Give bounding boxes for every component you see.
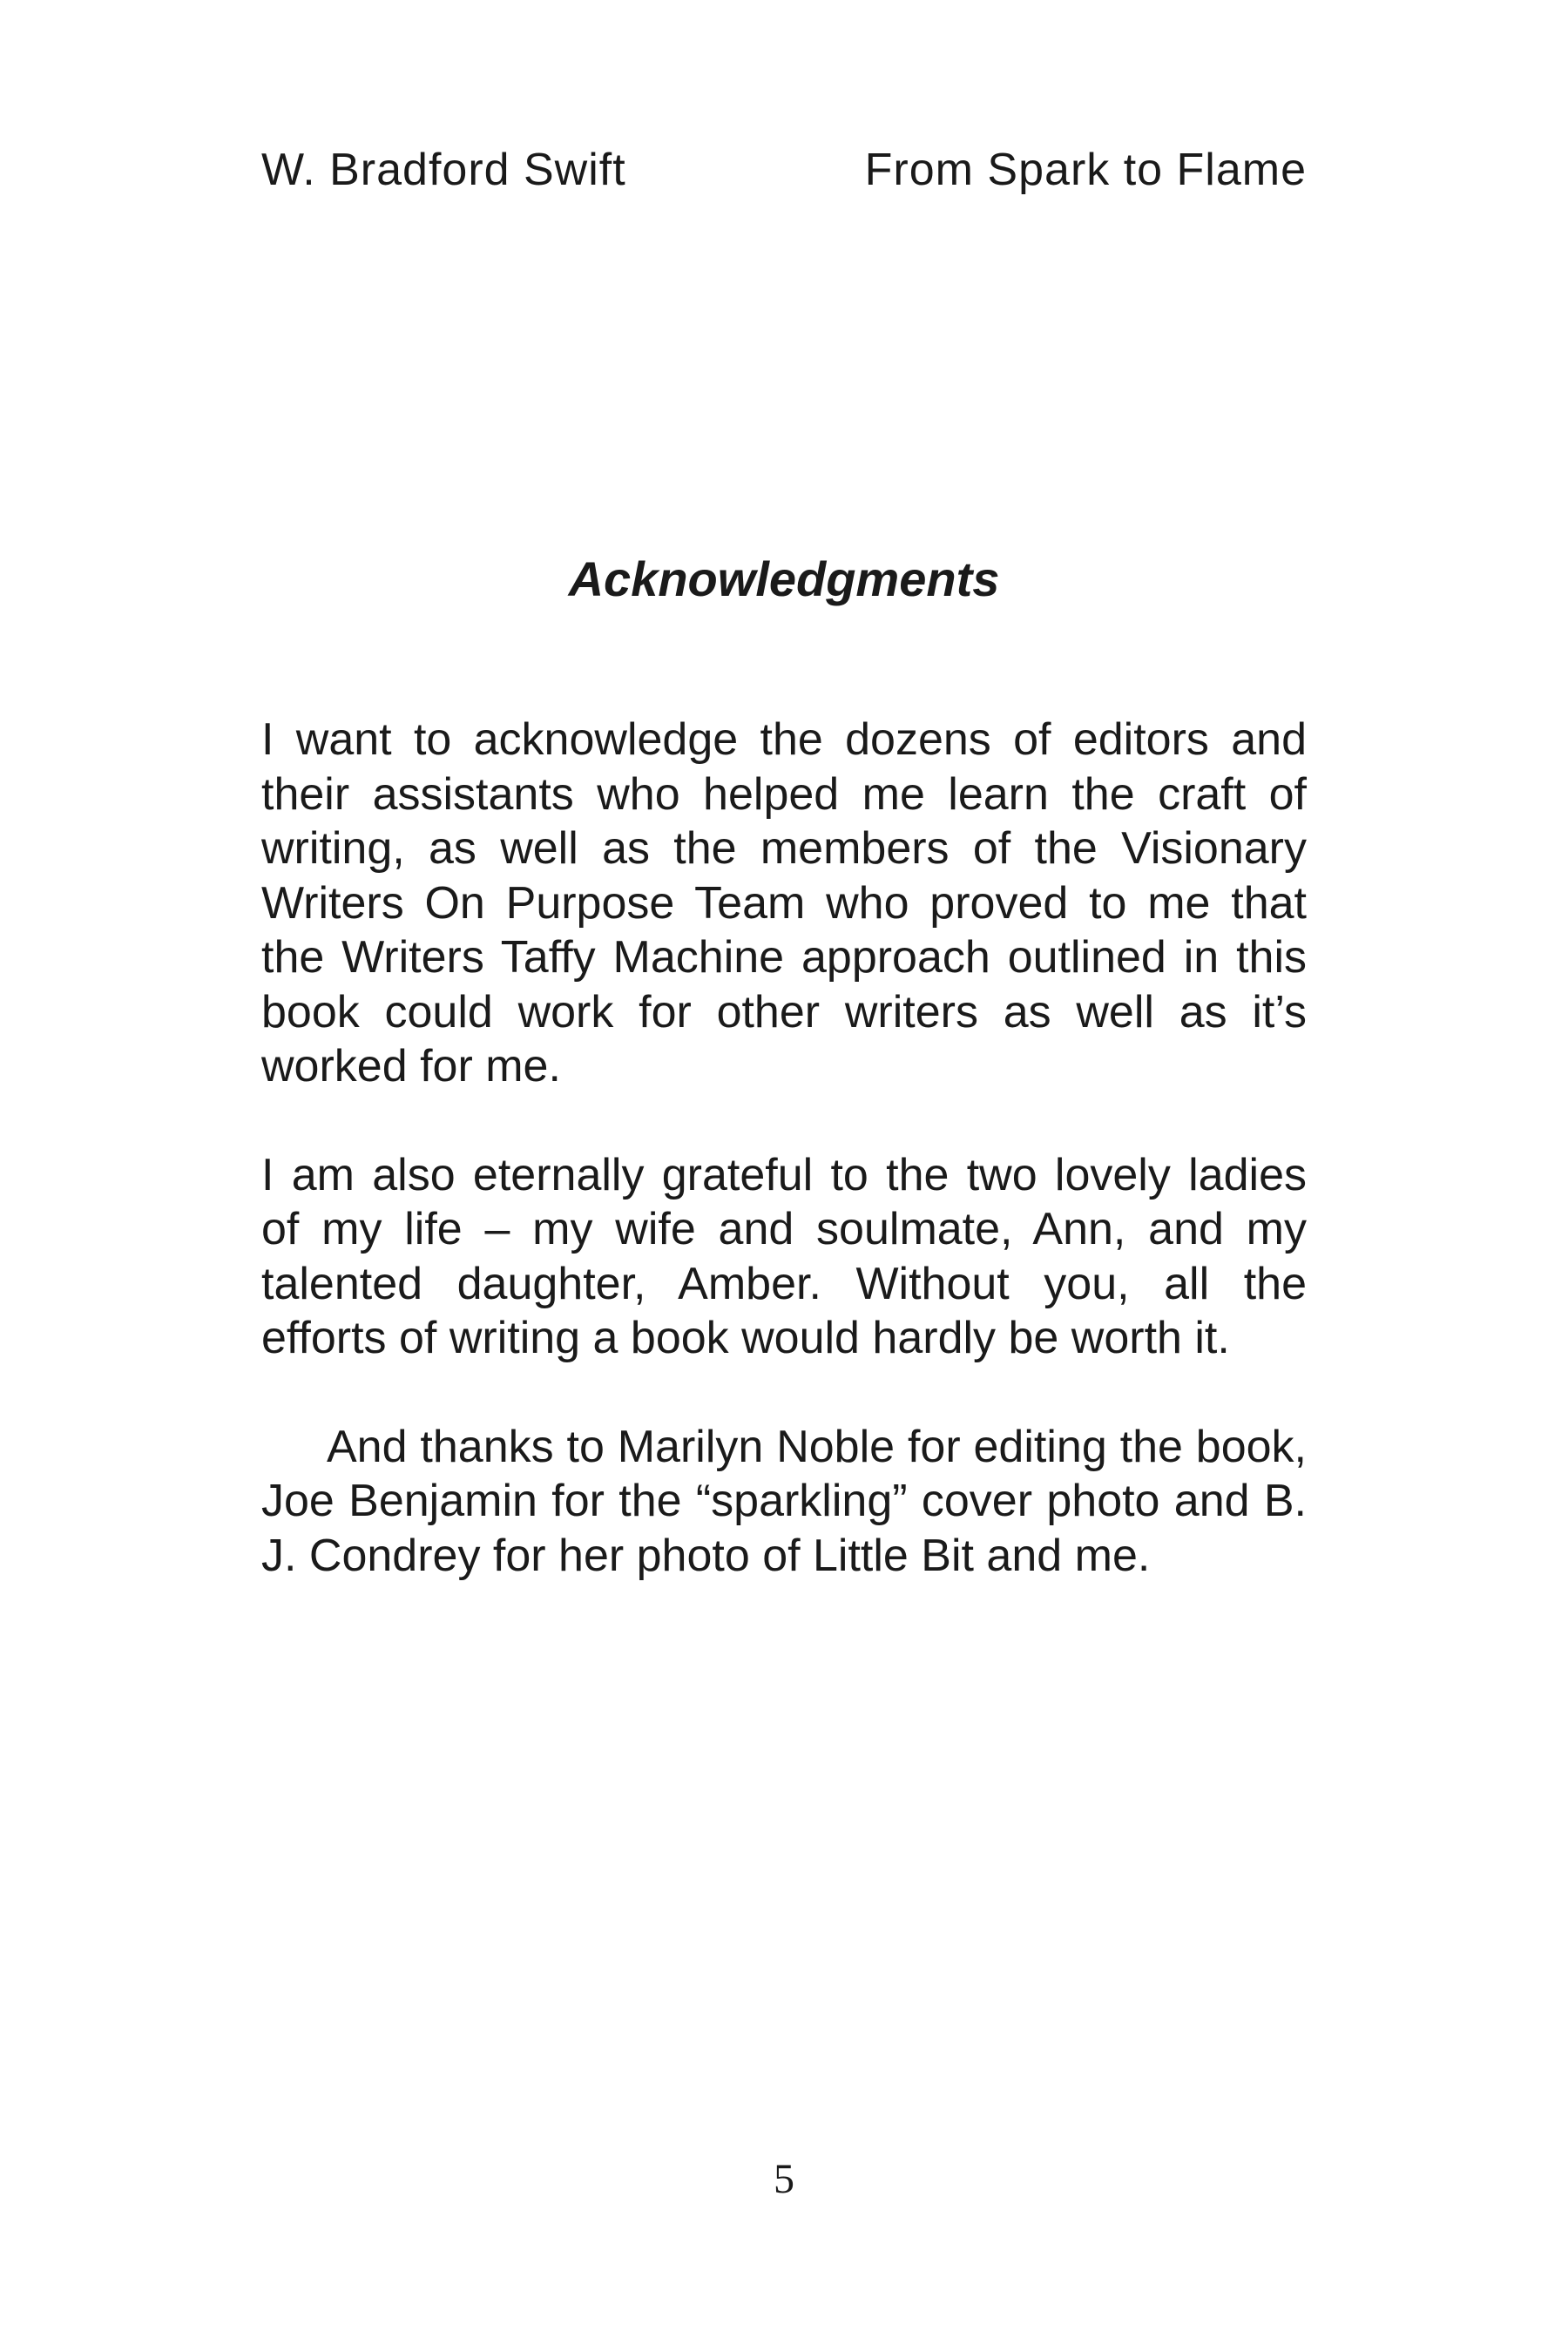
running-header: [261, 144, 1307, 196]
body-text: [261, 713, 1307, 1637]
page-number: 5: [774, 2156, 794, 2202]
chapter-title: Acknowledgments: [568, 551, 1000, 606]
header-author: W. Bradford Swift: [261, 145, 626, 195]
header-book-title: From Spark to Flame: [864, 145, 1307, 195]
paragraph-thanks: And thanks to Marilyn Noble for editing the book, Joe Benjamin for the “sparkling” cover photo and B. J. Condrey for her photo of Little Bit and me.: [261, 1421, 1307, 1581]
paragraph-family: I am also eternally grateful to the two lovely ladies of my life – my wife and soulmate, Ann, and my talented daughter, Amber. Without you, all the efforts of writing a book would hardly be worth it.: [261, 1149, 1307, 1363]
paragraph-editors: I want to acknowledge the dozens of editors and their assistants who helped me learn the craft of writing, as well as the members of the Visionary Writers On Purpose Team who proved to me that the Writers Taffy Machine approach outlined in this book could work for other writers as well as it’s worked for me.: [261, 714, 1307, 1092]
